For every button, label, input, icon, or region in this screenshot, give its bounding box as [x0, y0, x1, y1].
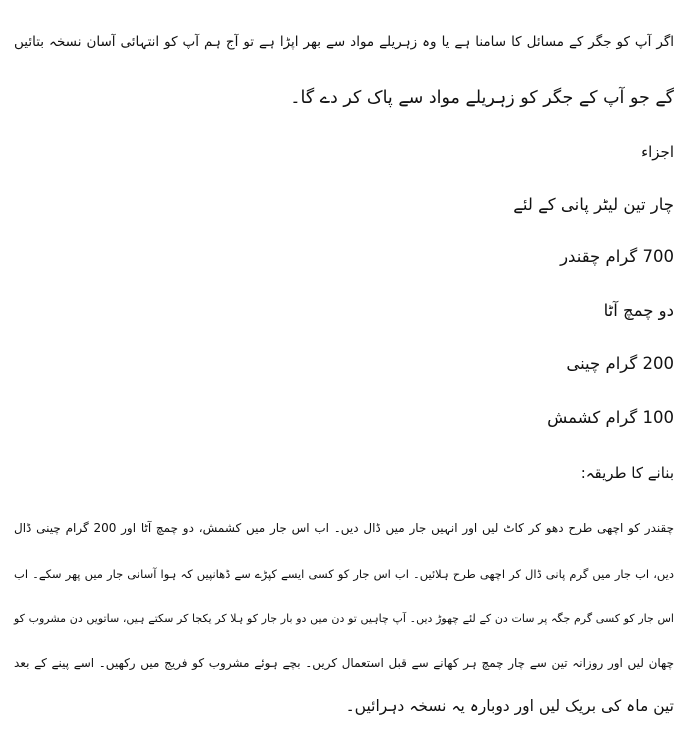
intro-line-1: اگر آپ کو جگر کے مسائل کا سامنا ہے یا وہ زہریلے مواد سے بھر اپڑا ہے تو آج ہم آپ کو انتہائی آسان نسخہ بتائیں — [14, 34, 674, 50]
ingredient-item: 200 گرام چینی — [566, 354, 674, 373]
method-line: چھان لیں اور روزانہ تین سے چار چمچ ہر کھانے سے قبل استعمال کریں۔ بچے ہوئے مشروب کو فریج میں رکھیں۔ اسے پینے کے بعد — [14, 656, 674, 670]
ingredients-heading: اجزاء — [641, 143, 674, 161]
method-line: دیں، اب جار میں گرم پانی ڈال کر اچھی طرح ہلائیں۔ اب اس جار کو کسی ایسے کپڑے سے ڈھانپیں کہ ہوا آسانی جار میں پھر سکے۔ اب — [14, 567, 674, 581]
ingredient-item: دو چمچ آٹا — [603, 301, 674, 320]
ingredient-item: چار تین لیٹر پانی کے لئے — [513, 195, 674, 214]
ingredient-item: 700 گرام چقندر — [560, 247, 674, 266]
method-line: تین ماہ کی بریک لیں اور دوبارہ یہ نسخہ دہرائیں۔ — [345, 697, 674, 715]
method-line: اس جار کو کسی گرم جگہ پر سات دن کے لئے چھوڑ دیں۔ آپ چاہیں تو دن میں دو بار جار کو ہلا کر یکجا کر سکتے ہیں، ساتویں دن مشروب کو — [14, 612, 674, 625]
method-heading: بنانے کا طریقہ: — [580, 464, 674, 482]
method-line: چقندر کو اچھی طرح دھو کر کاٹ لیں اور انہیں جار میں ڈال دیں۔ اب اس جار میں کشمش، دو چمچ آٹا اور 200 گرام چینی ڈال — [14, 521, 674, 535]
ingredient-item: 100 گرام کشمش — [547, 408, 674, 427]
intro-line-2: گے جو آپ کے جگر کو زہریلے مواد سے پاک کر دے گا۔ — [290, 88, 674, 108]
